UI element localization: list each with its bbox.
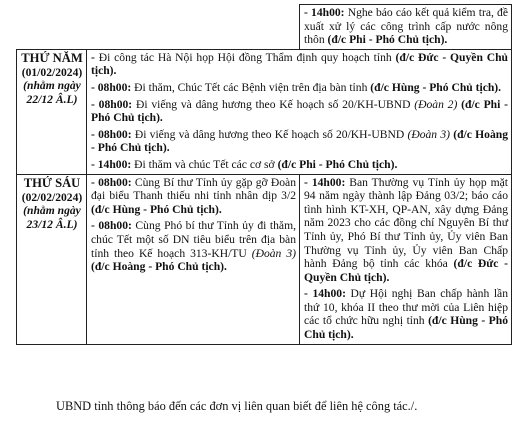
day-cell-friday bbox=[17, 174, 87, 344]
item-time: - 08h00: bbox=[91, 97, 133, 111]
schedule-item bbox=[91, 98, 508, 125]
thursday-activities bbox=[87, 49, 512, 174]
lunar-date-line: (nhằm ngày bbox=[23, 79, 81, 93]
day-cell-thursday bbox=[17, 49, 87, 174]
item-person: (đ/c Hoàng - Phó Chủ tịch). bbox=[91, 127, 508, 155]
morning-cell-friday bbox=[87, 174, 300, 344]
item-text: Dự Hội nghị Ban chấp hành lần thứ 10, khóa II theo thư mời của Liên hiệp các tổ chức hữu nghị tỉnh bbox=[304, 287, 508, 328]
schedule-table bbox=[16, 4, 512, 345]
schedule-item bbox=[91, 176, 296, 217]
afternoon-cell-top bbox=[300, 5, 512, 50]
day-date: (01/02/2024) bbox=[21, 65, 83, 79]
item-text: Cùng Phó bí thư Tỉnh ủy đi thăm, chúc Tết một số DN tiêu biểu trên địa bàn tỉnh theo Kế hoạch 313-KH/TU bbox=[91, 219, 296, 260]
item-time: - 08h00: bbox=[91, 80, 132, 94]
afternoon-cell-friday bbox=[300, 174, 512, 344]
item-time: - bbox=[91, 50, 95, 64]
schedule-item bbox=[304, 176, 508, 285]
item-person: (đ/c Phi - Phó Chủ tịch). bbox=[91, 97, 508, 125]
schedule-item bbox=[304, 6, 508, 47]
lunar-date-line: 23/12 Â.L) bbox=[26, 217, 78, 231]
day-date: (02/02/2024) bbox=[21, 190, 83, 204]
item-text: Đi viếng và dâng hương theo Kế hoạch số 20/KH-UBND bbox=[132, 97, 415, 111]
item-text: Ban Thường vụ Tỉnh ủy họp mặt 94 năm ngày thành lập Đảng 03/2; báo cáo tình hình KT-XH, QP-AN, xây dựng Đảng năm 2023 cho các đồng chí Nguyên Bí thư Tỉnh ủy, Phó Bí thư Tỉnh ủy, Ủy viên Ban Thường vụ Tỉnh ủy, Ủy viên Ban Chấp hành Đảng bộ tỉnh các khóa bbox=[304, 175, 508, 271]
schedule-row-top bbox=[17, 5, 512, 50]
item-time: - 14h00: bbox=[91, 157, 132, 171]
blank-cell bbox=[17, 5, 300, 50]
day-name: THỨ NĂM bbox=[21, 50, 83, 65]
schedule-item bbox=[91, 128, 508, 155]
schedule-item bbox=[91, 219, 296, 273]
item-person: (đ/c Hùng - Phó Chủ tịch). bbox=[370, 80, 502, 94]
item-note: (Đoàn 3) bbox=[407, 127, 450, 141]
item-text: Đi thăm, Chúc Tết các Bệnh viện trên địa bàn tỉnh bbox=[131, 80, 371, 94]
item-person: (đ/c Phi - Phó Chủ tịch). bbox=[277, 157, 398, 171]
schedule-row-friday bbox=[17, 174, 512, 344]
item-person: (đ/c Phi - Phó Chủ tịch). bbox=[327, 33, 448, 47]
item-text: Cùng Bí thư Tỉnh ủy gặp gỡ Đoàn đại biểu Thanh thiếu nhi tỉnh nhân dịp 3/2 bbox=[91, 175, 296, 203]
item-person: (đ/c Hùng - Phó Chủ tịch). bbox=[304, 314, 508, 342]
schedule-item bbox=[91, 158, 508, 172]
schedule-item bbox=[91, 51, 508, 78]
item-person: (đ/c Đức - Quyền Chủ tịch). bbox=[304, 257, 508, 284]
schedule-item bbox=[304, 287, 508, 341]
lunar-date-line: (nhằm ngày bbox=[23, 204, 81, 218]
item-person: (đ/c Đức - Quyền Chủ tịch). bbox=[91, 50, 508, 78]
item-time: - 14h00: bbox=[304, 287, 346, 301]
item-text: Đi công tác Hà Nội họp Hội đồng Thẩm định quy hoạch tỉnh bbox=[94, 50, 396, 64]
item-time: - 14h00: bbox=[304, 175, 346, 189]
lunar-date-line: 22/12 Â.L) bbox=[26, 92, 78, 106]
item-time: - 08h00: bbox=[91, 127, 132, 141]
item-note: (Đoàn 2) bbox=[414, 97, 458, 111]
item-text: Đi viếng và dâng hương theo Kế hoạch số 20/KH-UBND bbox=[131, 127, 408, 141]
item-text: Nghe báo cáo kết quả kiểm tra, đề xuất xử lý các công trình cấp nước nông thôn bbox=[304, 6, 508, 47]
item-text: Đi thăm và chúc Tết các cơ sở bbox=[131, 157, 278, 171]
day-name: THỨ SÁU bbox=[23, 175, 81, 190]
item-time: - 14h00: bbox=[304, 6, 345, 19]
schedule-item bbox=[91, 81, 508, 95]
item-note: (Đoàn 3) bbox=[251, 246, 296, 260]
footer-notice: UBND tỉnh thông báo đến các đơn vị liên quan biết để liên hệ công tác./. bbox=[56, 399, 418, 413]
item-time: - 08h00: bbox=[91, 175, 132, 189]
item-person: (đ/c Hoàng - Phó Chủ tịch). bbox=[91, 260, 227, 274]
item-time: - 08h00: bbox=[91, 219, 132, 233]
schedule-row-thursday bbox=[17, 49, 512, 174]
item-person: (đ/c Hùng - Phó Chủ tịch). bbox=[91, 202, 222, 216]
